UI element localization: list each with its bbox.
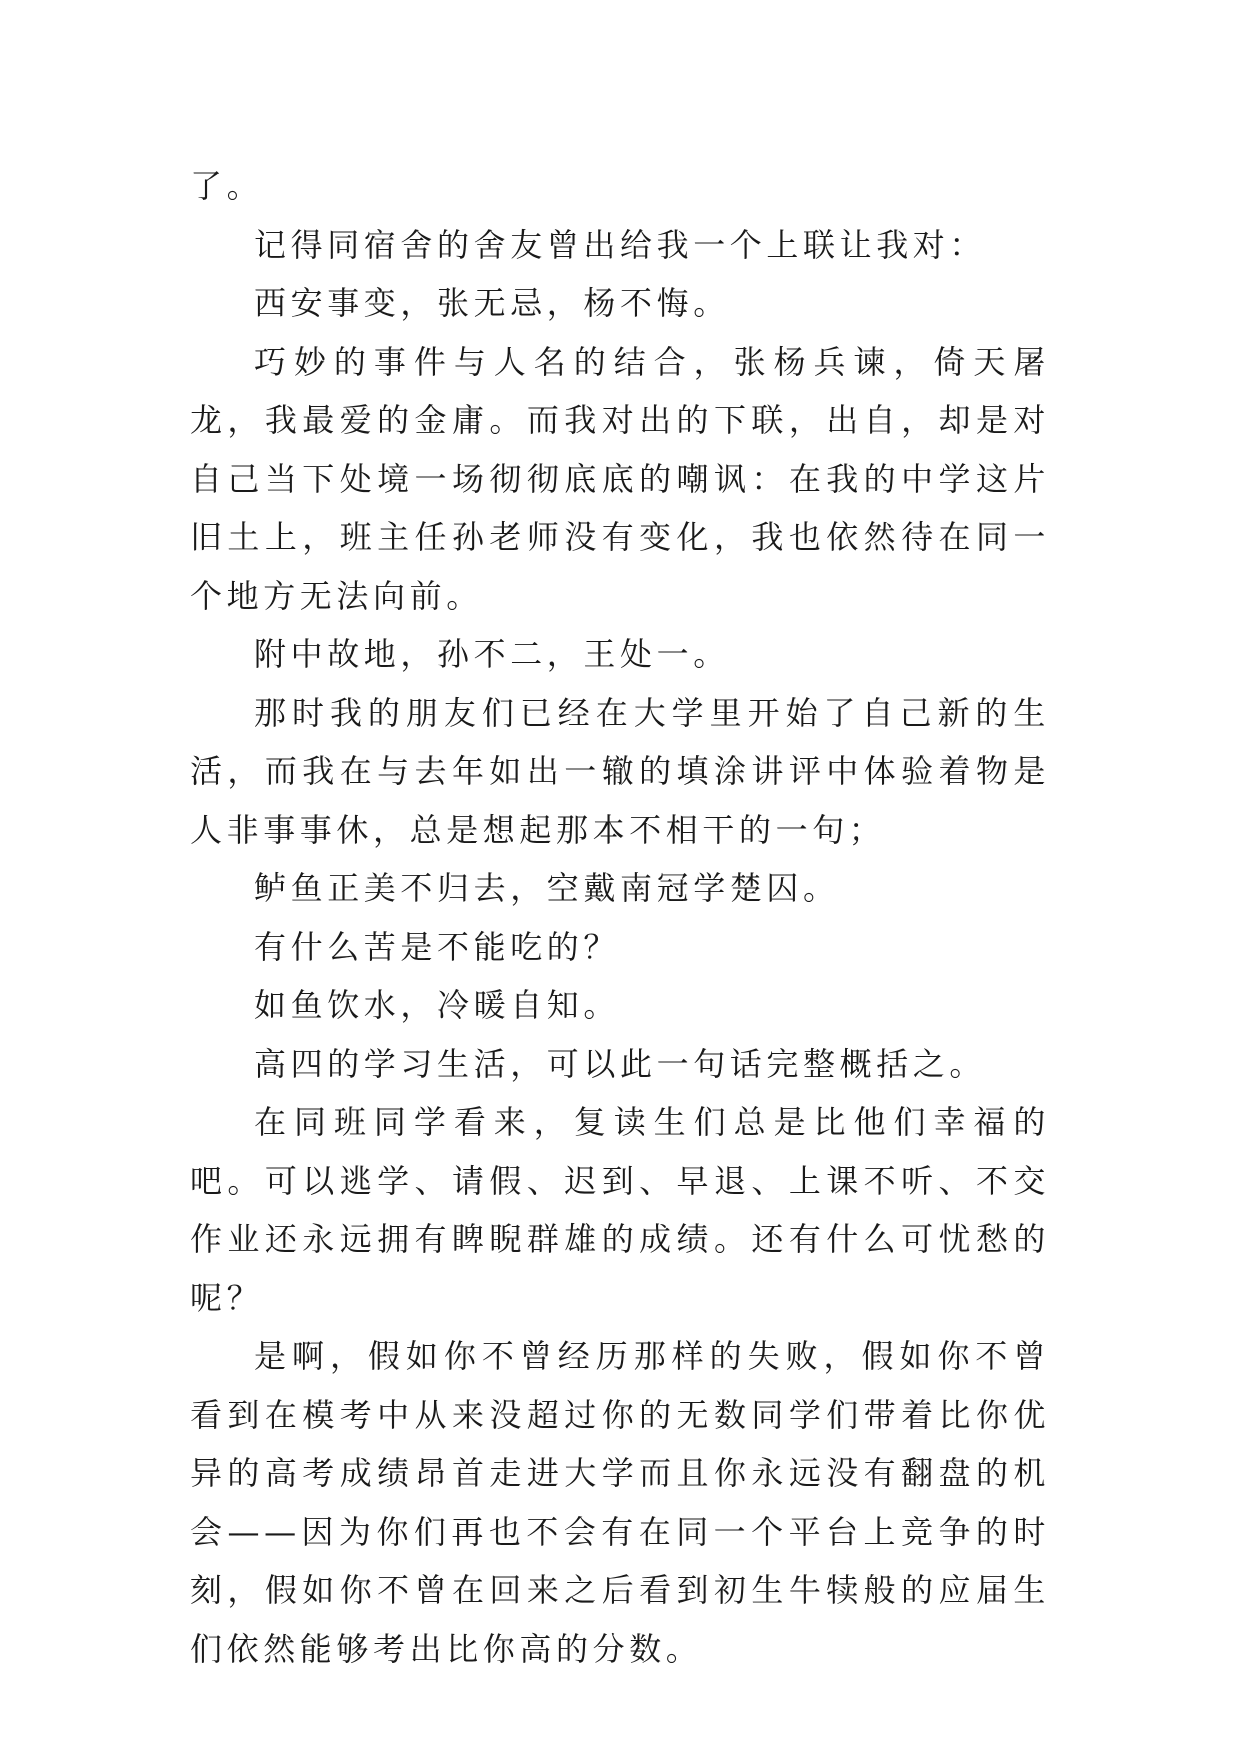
paragraph: 是啊，假如你不曾经历那样的失败，假如你不曾看到在模考中从来没超过你的无数同学们带着比你优异的高考成绩昂首走进大学而且你永远没有翻盘的机会——因为你们再也不会有在同一个平台上竞争的时刻，假如你不曾在回来之后看到初生牛犊般的应届生们依然能够考出比你高的分数。	[190, 1337, 1050, 1668]
paragraph-continuation: 了。	[190, 167, 264, 205]
paragraph: 如鱼饮水，冷暖自知。	[254, 986, 621, 1024]
paragraph: 记得同宿舍的舍友曾出给我一个上联让我对：	[254, 225, 987, 264]
paragraph: 在同班同学看来，复读生们总是比他们幸福的吧。可以逃学、请假、迟到、早退、上课不听、不交作业还永远拥有睥睨群雄的成绩。还有什么可忧愁的呢？	[190, 1103, 1050, 1317]
document-body	[190, 157, 1050, 1678]
paragraph: 高四的学习生活，可以此一句话完整概括之。	[254, 1044, 987, 1083]
paragraph: 有什么苦是不能吃的？	[254, 927, 621, 966]
paragraph: 巧妙的事件与人名的结合，张杨兵谏，倚天屠龙，我最爱的金庸。而我对出的下联，出自，却是对自己当下处境一场彻彻底底的嘲讽：在我的中学这片旧土上，班主任孙老师没有变化，我也依然待在同一个地方无法向前。	[190, 342, 1050, 615]
paragraph: 附中故地，孙不二，王处一。	[254, 635, 730, 673]
paragraph: 那时我的朋友们已经在大学里开始了自己新的生活，而我在与去年如出一辙的填涂讲评中体验着物是人非事事休，总是想起那本不相干的一句；	[190, 693, 1050, 849]
paragraph: 鲈鱼正美不归去，空戴南冠学楚囚。	[254, 869, 840, 907]
paragraph: 西安事变，张无忌，杨不悔。	[254, 284, 730, 322]
